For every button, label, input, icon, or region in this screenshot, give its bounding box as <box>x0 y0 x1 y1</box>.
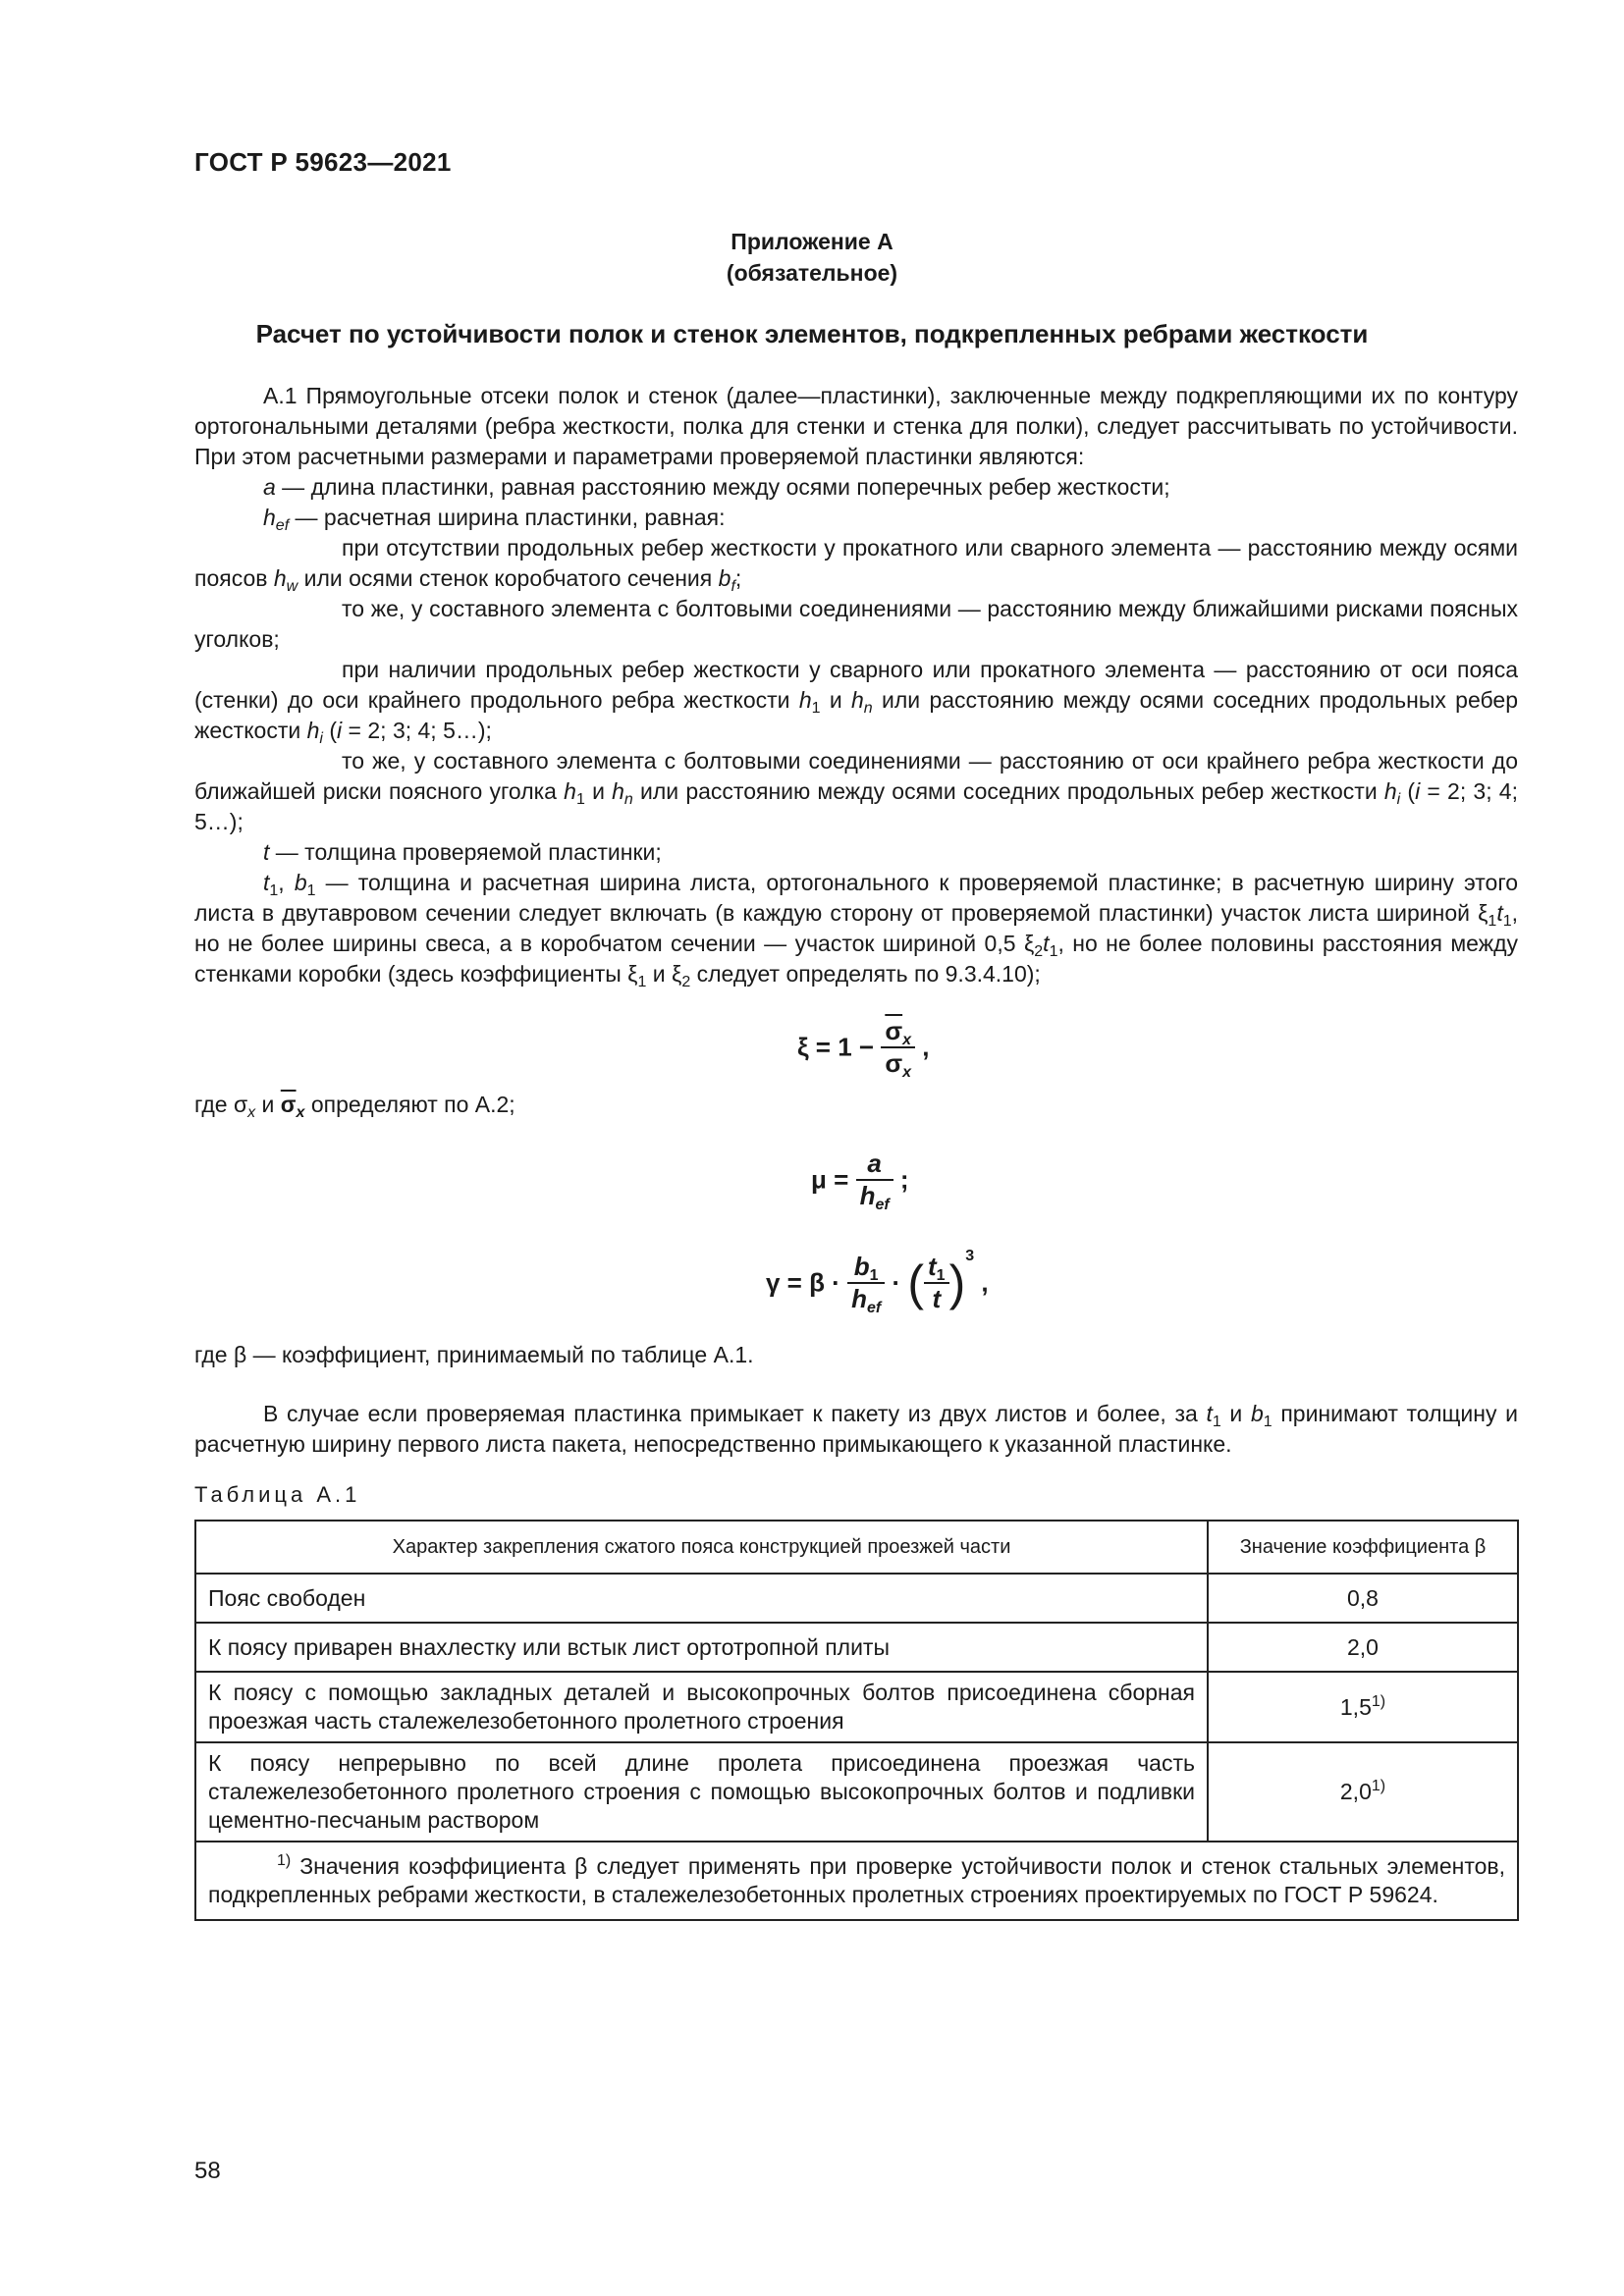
subscript: 1 <box>1502 913 1512 930</box>
fraction <box>881 1016 915 1079</box>
footnote-ref: 1) <box>1371 1778 1386 1794</box>
symbol: h <box>851 1284 867 1313</box>
subscript: 1 <box>1488 913 1497 930</box>
subscript: n <box>623 791 633 808</box>
sigma-bar-symbol: $\overline{\sigma}$ <box>885 1016 903 1045</box>
body-text <box>194 381 1518 989</box>
subscript: 2 <box>681 974 691 990</box>
subscript: 1 <box>637 974 647 990</box>
table-cell-value: 0,8 <box>1208 1574 1518 1623</box>
case-text: и <box>820 687 851 713</box>
case-1 <box>194 533 1518 594</box>
table-footnote-row <box>195 1842 1518 1920</box>
case-text: или расстоянию между осями соседних продольных ребер жесткости <box>632 778 1384 804</box>
subscript: 1 <box>575 791 585 808</box>
case-text: или расстоянию между осями соседних продольных ребер жесткости <box>194 687 1518 743</box>
left-paren: ( <box>907 1255 924 1310</box>
symbol: t <box>263 839 270 865</box>
definition-text: и <box>646 961 673 987</box>
symbol: t <box>1043 931 1050 956</box>
subscript: ef <box>866 1300 882 1316</box>
subscript: n <box>863 700 873 717</box>
symbol: h <box>851 687 864 713</box>
pack-paragraph <box>194 1399 1518 1460</box>
appendix-subtitle: (обязательное) <box>726 260 898 286</box>
subscript: i <box>319 730 323 747</box>
case-text: ( <box>1400 778 1416 804</box>
subscript: 1 <box>1212 1414 1221 1430</box>
fraction <box>856 1148 893 1211</box>
case-text: то же, у составного элемента с болтовыми соединениями — расстоянию от оси крайнего ребра жесткости до ближайшей риски поясного уголка <box>194 748 1518 804</box>
section-title: Расчет по устойчивости полок и стенок элементов, подкрепленных ребрами жесткости <box>255 319 1369 348</box>
table-row <box>195 1742 1518 1842</box>
subscript: w <box>286 578 298 595</box>
symbol: b <box>1250 1401 1264 1426</box>
formula-punct: ; <box>899 1164 909 1195</box>
symbol: h <box>859 1181 876 1210</box>
definition-text: — толщина и расчетная ширина листа, ортогонального к проверяемой пластинке; в расчетную ширину этого листа в двутавровом сечении следует включать (в каждую сторону от проверяемой пластинки) участок листа шириной <box>194 870 1519 926</box>
formula-lhs: γ = β · <box>766 1267 840 1298</box>
definition-text: , но не более половины расстояния между стенками коробки (здесь коэффициенты <box>194 931 1519 987</box>
value: 1,5 <box>1339 1693 1372 1720</box>
appendix-title: Приложение А <box>731 229 893 254</box>
formula-lhs: ξ = 1 − <box>797 1032 875 1062</box>
formula-punct: , <box>981 1267 989 1298</box>
subscript: 1 <box>1263 1414 1272 1430</box>
value: 2,0 <box>1339 1779 1372 1804</box>
case-text: = 2; 3; 4; 5…); <box>342 718 492 743</box>
fraction-denominator <box>881 1048 915 1079</box>
subscript: 1 <box>936 1267 946 1284</box>
symbol: h <box>273 565 287 591</box>
table-label: Таблица А.1 <box>194 1482 361 1507</box>
symbol: ξ <box>672 961 682 987</box>
symbol: t <box>928 1252 937 1281</box>
table-cell-value <box>1208 1672 1518 1742</box>
subscript: f <box>731 578 735 595</box>
subscript: 1 <box>1049 943 1058 960</box>
symbol: i <box>337 718 343 743</box>
case-2: то же, у составного элемента с болтовыми соединениями — расстоянию между ближайшими рисками поясных уголков; <box>194 596 1518 652</box>
paragraph-a1: А.1 Прямоугольные отсеки полок и стенок (далее—пластинки), заключенные между подкрепляющими их по контуру ортогональными деталями (ребра жесткости, полка для стенки и стенка для полки), следует рассчитывать по устойчивости. При этом расчетными размерами и параметрами проверяемой пластинки являются: <box>194 383 1518 469</box>
table-row <box>195 1623 1518 1672</box>
subscript: 2 <box>1034 943 1044 960</box>
text: принимают толщину и расчетную ширину первого листа пакета, непосредственно примыкающего к указанной пластинке. <box>194 1401 1518 1457</box>
subscript: x <box>247 1104 256 1121</box>
fraction-denominator <box>856 1181 893 1211</box>
symbol: b <box>718 565 731 591</box>
table-cell-desc: К поясу непрерывно по всей длине пролета присоединена проезжая часть сталежелезобетонного пролетного строения с помощью высокопрочных болтов и подливки цементно-песчаным раствором <box>195 1742 1208 1842</box>
document-header: ГОСТ Р 59623—2021 <box>194 147 452 177</box>
definition-t1-b1 <box>194 868 1518 989</box>
page-number: 58 <box>194 2158 221 2184</box>
table-row <box>195 1574 1518 1623</box>
symbol: h <box>612 778 624 804</box>
formula-lhs: μ = <box>811 1164 849 1195</box>
symbol: b <box>294 870 307 895</box>
definition-text: — расчетная ширина пластинки, равная: <box>289 505 726 530</box>
table-cell-desc: Пояс свободен <box>195 1574 1208 1623</box>
symbol: ξ <box>627 961 638 987</box>
symbol: ξ <box>1023 931 1035 956</box>
table-footnote <box>195 1842 1518 1920</box>
symbol: a <box>263 474 276 500</box>
fraction-numerator <box>881 1016 915 1048</box>
text: где σ <box>194 1092 248 1117</box>
case-text: при отсутствии продольных ребер жесткости у прокатного или сварного элемента — расстоянию между осями поясов <box>194 535 1518 591</box>
subscript: 1 <box>869 1267 879 1284</box>
case-text: ( <box>322 718 338 743</box>
symbol: t <box>932 1284 942 1313</box>
symbol: h <box>564 778 576 804</box>
table-cell-desc: К поясу с помощью закладных деталей и высокопрочных болтов присоединена сборная проезжая часть сталежелезобетонного пролетного строения <box>195 1672 1208 1742</box>
subscript: x <box>902 1064 912 1081</box>
case-text: = 2; 3; 4; 5…); <box>194 778 1518 834</box>
symbol: h <box>263 505 276 530</box>
formula-dot: · <box>892 1267 901 1298</box>
subscript: x <box>296 1104 305 1121</box>
fraction-numerator <box>924 1252 949 1284</box>
footnote-text: Значения коэффициента β следует применять при проверке устойчивости полок и стенок стальных элементов, подкрепленных ребрами жесткости, в сталежелезобетонных пролетных строениях проектируемых по ГОСТ Р 59624. <box>208 1853 1505 1907</box>
text: и <box>1220 1401 1251 1426</box>
formula-mu <box>811 1148 909 1211</box>
case-text: ; <box>734 565 742 591</box>
table-cell-value <box>1208 1742 1518 1842</box>
subscript: 1 <box>811 700 821 717</box>
separator: , <box>278 870 295 895</box>
symbol: t <box>1496 900 1503 926</box>
symbol: a <box>867 1148 882 1178</box>
definition-hef <box>194 503 1518 533</box>
definition-text: , но не более ширины свеса, а в коробчатом сечении — участок шириной 0,5 <box>194 900 1518 956</box>
subscript: x <box>902 1032 912 1048</box>
where-beta-line: где β — коэффициент, принимаемый по таблице А.1. <box>194 1342 754 1367</box>
where-sigma-line <box>194 1090 515 1120</box>
sigma-symbol: σ <box>885 1048 903 1078</box>
case-text: и <box>584 778 613 804</box>
definition-a <box>194 472 1518 503</box>
subscript: ef <box>275 517 290 534</box>
subscript: i <box>1396 791 1401 808</box>
footnote-ref: 1) <box>1371 1692 1386 1710</box>
symbol: i <box>1415 778 1421 804</box>
definition-text: следует определять по 9.3.4.10); <box>690 961 1041 987</box>
text: определяют по А.2; <box>304 1092 515 1117</box>
symbol: h <box>306 718 320 743</box>
symbol: h <box>1383 778 1397 804</box>
definition-t <box>194 837 1518 868</box>
formula-gamma <box>766 1247 989 1316</box>
subscript: 1 <box>269 882 279 899</box>
sigma-bar-symbol: $\overline{\sigma}$ <box>280 1092 297 1117</box>
definition-text: — толщина проверяемой пластинки; <box>269 839 662 865</box>
table-row <box>195 1672 1518 1742</box>
symbol: t <box>1206 1401 1213 1426</box>
definition-text: — длина пластинки, равная расстоянию между осями поперечных ребер жесткости; <box>275 474 1170 500</box>
table-cell-desc: К поясу приварен внахлестку или встык лист ортотропной плиты <box>195 1623 1208 1672</box>
table-header: Характер закрепления сжатого пояса конструкцией проезжей части <box>195 1521 1208 1574</box>
fraction-numerator <box>856 1148 893 1181</box>
footnote-mark: 1) <box>277 1852 292 1869</box>
symbol: b <box>853 1252 870 1281</box>
text: В случае если проверяемая пластинка примыкает к пакету из двух листов и более, за <box>263 1401 1207 1426</box>
subscript: ef <box>875 1197 890 1213</box>
symbol: t <box>263 870 270 895</box>
symbol: ξ <box>1478 900 1489 926</box>
symbol: h <box>798 687 812 713</box>
fraction <box>924 1252 949 1314</box>
exponent: 3 <box>965 1247 975 1264</box>
case-3 <box>194 655 1518 746</box>
table-header-row <box>195 1521 1518 1574</box>
fraction-denominator <box>924 1284 949 1314</box>
case-text: или осями стенок коробчатого сечения <box>298 565 719 591</box>
fraction-numerator <box>847 1252 885 1284</box>
formula-xi <box>797 1016 929 1079</box>
table-cell-value: 2,0 <box>1208 1623 1518 1672</box>
subscript: 1 <box>306 882 316 899</box>
table-header: Значение коэффициента β <box>1208 1521 1518 1574</box>
appendix-heading <box>0 226 1624 289</box>
table-a1 <box>194 1520 1519 1921</box>
right-paren: ) <box>948 1255 966 1310</box>
case-text: при наличии продольных ребер жесткости у сварного или прокатного элемента — расстоянию от оси пояса (стенки) до оси крайнего продольного ребра жесткости <box>194 657 1518 713</box>
formula-punct: , <box>922 1032 930 1062</box>
fraction-denominator <box>847 1284 885 1314</box>
text: и <box>255 1092 281 1117</box>
fraction <box>847 1252 885 1314</box>
case-4 <box>194 746 1518 837</box>
